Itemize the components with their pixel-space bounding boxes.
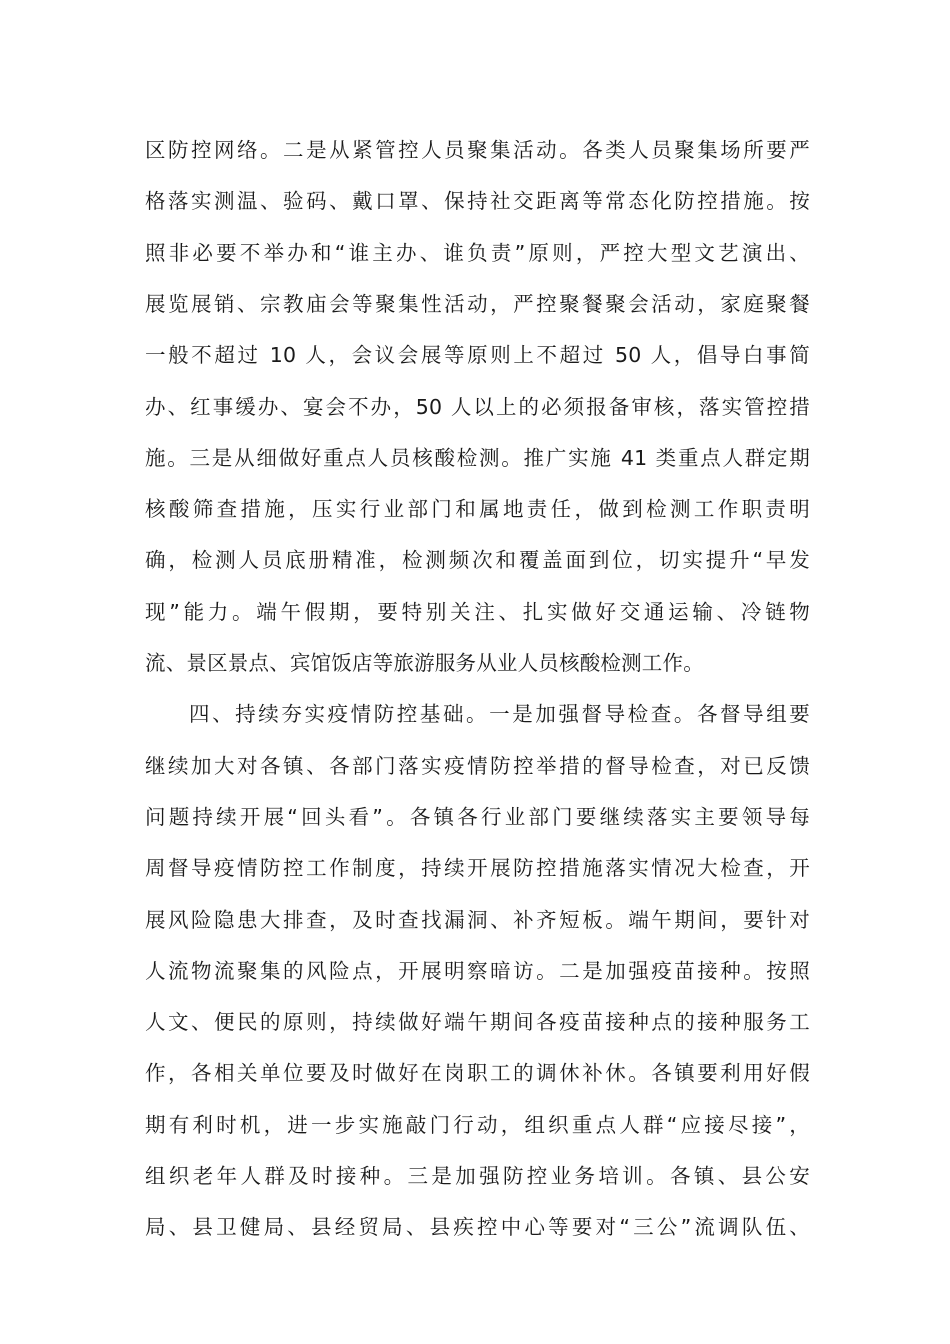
text-line: 期有利时机，进一步实施敲门行动，组织重点人群“应接尽接”， bbox=[145, 1112, 810, 1137]
text-line: 问题持续开展“回头看”。各镇各行业部门要继续落实主要领导每 bbox=[145, 804, 810, 829]
text-line: 作，各相关单位要及时做好在岗职工的调休补休。各镇要利用好假 bbox=[145, 1061, 810, 1086]
text-line: 人流物流聚集的风险点，开展明察暗访。二是加强疫苗接种。按照 bbox=[145, 958, 810, 983]
text-line: 格落实测温、验码、戴口罩、保持社交距离等常态化防控措施。按 bbox=[145, 189, 810, 214]
text-line: 局、县卫健局、县经贸局、县疾控中心等要对“三公”流调队伍、 bbox=[145, 1215, 810, 1240]
text-line: 人文、便民的原则，持续做好端午期间各疫苗接种点的接种服务工 bbox=[145, 1010, 810, 1035]
text-line: 办、红事缓办、宴会不办，50 人以上的必须报备审核，落实管控措 bbox=[145, 394, 810, 419]
text-line: 核酸筛查措施，压实行业部门和属地责任，做到检测工作职责明 bbox=[145, 497, 810, 522]
text-line: 区防控网络。二是从紧管控人员聚集活动。各类人员聚集场所要严 bbox=[145, 138, 810, 162]
text-line: 周督导疫情防控工作制度，持续开展防控措施落实情况大检查，开 bbox=[145, 856, 810, 881]
text-line: 展览展销、宗教庙会等聚集性活动，严控聚餐聚会活动，家庭聚餐 bbox=[145, 291, 810, 316]
paragraph-first-line: 四、持续夯实疫情防控基础。一是加强督导检查。各督导组要 bbox=[189, 702, 810, 727]
text-line: 施。三是从细做好重点人员核酸检测。推广实施 41 类重点人群定期 bbox=[145, 445, 810, 470]
text-line: 现”能力。端午假期，要特别关注、扎实做好交通运输、冷链物 bbox=[145, 599, 810, 624]
text-line: 一般不超过 10 人，会议会展等原则上不超过 50 人，倡导白事简 bbox=[145, 343, 810, 368]
text-line: 组织老年人群及时接种。三是加强防控业务培训。各镇、县公安 bbox=[145, 1164, 810, 1188]
text-line: 继续加大对各镇、各部门落实疫情防控举措的督导检查，对已反馈 bbox=[145, 753, 810, 778]
text-line: 确，检测人员底册精准，检测频次和覆盖面到位，切实提升“早发 bbox=[145, 548, 810, 573]
text-line: 展风险隐患大排查，及时查找漏洞、补齐短板。端午期间，要针对 bbox=[145, 907, 810, 932]
text-line: 照非必要不举办和“谁主办、谁负责”原则，严控大型文艺演出、 bbox=[145, 240, 810, 265]
text-line: 流、景区景点、宾馆饭店等旅游服务从业人员核酸检测工作。 bbox=[145, 651, 704, 675]
